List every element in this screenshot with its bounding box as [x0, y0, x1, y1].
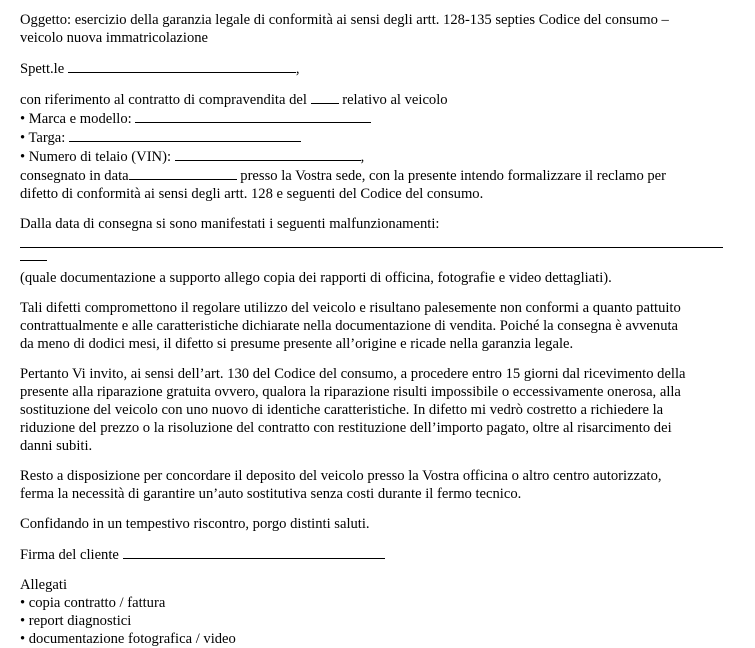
- delivery-line-2: difetto di conformità ai sensi degli artt. 128 e seguenti del Codice del consumo.: [20, 186, 484, 202]
- delivery-line: [20, 166, 728, 185]
- attachments: [20, 576, 728, 648]
- make-line: [20, 109, 728, 128]
- attachment-item: • report diagnostici: [20, 613, 132, 629]
- defects-field-line-1[interactable]: [20, 235, 723, 248]
- documentation-note: (quale documentazione a supporto allego copia dei rapporti di officina, fotografie e video dettagliati).: [20, 270, 612, 286]
- subject: [20, 11, 728, 47]
- plate-label: • Targa:: [20, 130, 66, 146]
- contract-prefix: con riferimento al contratto di compravendita del: [20, 92, 307, 108]
- defects-intro: Dalla data di consegna si sono manifestati i seguenti malfunzionamenti:: [20, 216, 440, 232]
- contract-date-field[interactable]: [311, 90, 339, 104]
- vin-field[interactable]: [175, 147, 361, 161]
- paragraph-line: da meno di dodici mesi, il difetto si presume presente all’origine e ricade nella garanzia legale.: [20, 336, 574, 352]
- delivery-prefix: consegnato in data: [20, 168, 129, 184]
- plate-field[interactable]: [69, 128, 301, 142]
- delivery-date-field[interactable]: [129, 166, 237, 180]
- defects-field-line-2[interactable]: [20, 248, 47, 261]
- vin-label: • Numero di telaio (VIN):: [20, 149, 172, 165]
- attachment-item: • documentazione fotografica / video: [20, 631, 236, 647]
- addressee-trail: ,: [295, 61, 300, 77]
- signature-field[interactable]: [123, 545, 385, 559]
- paragraph-line: Pertanto Vi invito, ai sensi dell’art. 130 del Codice del consumo, a procedere entro 15 giorni dal ricevimento della: [20, 366, 686, 382]
- addressee-label: Spett.le: [20, 61, 65, 77]
- paragraph-line: ferma la necessità di garantire un’auto sostitutiva senza costi durante il fermo tecnico.: [20, 486, 522, 502]
- make-label: • Marca e modello:: [20, 111, 132, 127]
- plate-line: [20, 128, 728, 147]
- signature-label: Firma del cliente: [20, 547, 119, 563]
- contract-line: [20, 90, 728, 109]
- paragraph-line: presente alla riparazione gratuita ovvero, qualora la riparazione risulti impossibile o eccessivamente onerosa, alla: [20, 384, 681, 400]
- paragraph-availability: [20, 467, 728, 503]
- vin-line: [20, 147, 728, 166]
- paragraph-line: riduzione del prezzo o la risoluzione del contratto con restituzione dell’importo pagato, oltre al risarcimento dei: [20, 420, 672, 436]
- paragraph-request: [20, 365, 728, 455]
- attachment-item: • copia contratto / fattura: [20, 595, 166, 611]
- paragraph-line: sostituzione del veicolo con uno nuovo di identiche caratteristiche. In difetto mi vedrò costretto a richiedere la: [20, 402, 664, 418]
- paragraph-line: Tali difetti compromettono il regolare utilizzo del veicolo e risultano palesemente non conformi a quanto pattuito: [20, 300, 681, 316]
- paragraph-line: contrattualmente e alle caratteristiche dichiarate nella documentazione di vendita. Poiché la consegna è avvenuta: [20, 318, 679, 334]
- contract-suffix: relativo al veicolo: [342, 92, 448, 108]
- addressee-line: [20, 59, 728, 78]
- delivery-suffix: presso la Vostra sede, con la presente intendo formalizzare il reclamo per: [240, 168, 667, 184]
- signature-line: [20, 545, 728, 564]
- paragraph-defects: [20, 299, 728, 353]
- subject-line-2: veicolo nuova immatricolazione: [20, 30, 209, 46]
- subject-line-1: Oggetto: esercizio della garanzia legale di conformità ai sensi degli artt. 128-135 septies Codice del consumo –: [20, 12, 669, 28]
- make-field[interactable]: [135, 109, 371, 123]
- addressee-field[interactable]: [68, 59, 296, 73]
- closing: Confidando in un tempestivo riscontro, porgo distinti saluti.: [20, 516, 370, 532]
- complaint-letter: [20, 11, 728, 648]
- paragraph-line: danni subiti.: [20, 438, 93, 454]
- paragraph-line: Resto a disposizione per concordare il deposito del veicolo presso la Vostra officina o altro centro autorizzato,: [20, 468, 662, 484]
- vin-trail: ,: [360, 149, 365, 165]
- attachments-title: Allegati: [20, 577, 68, 593]
